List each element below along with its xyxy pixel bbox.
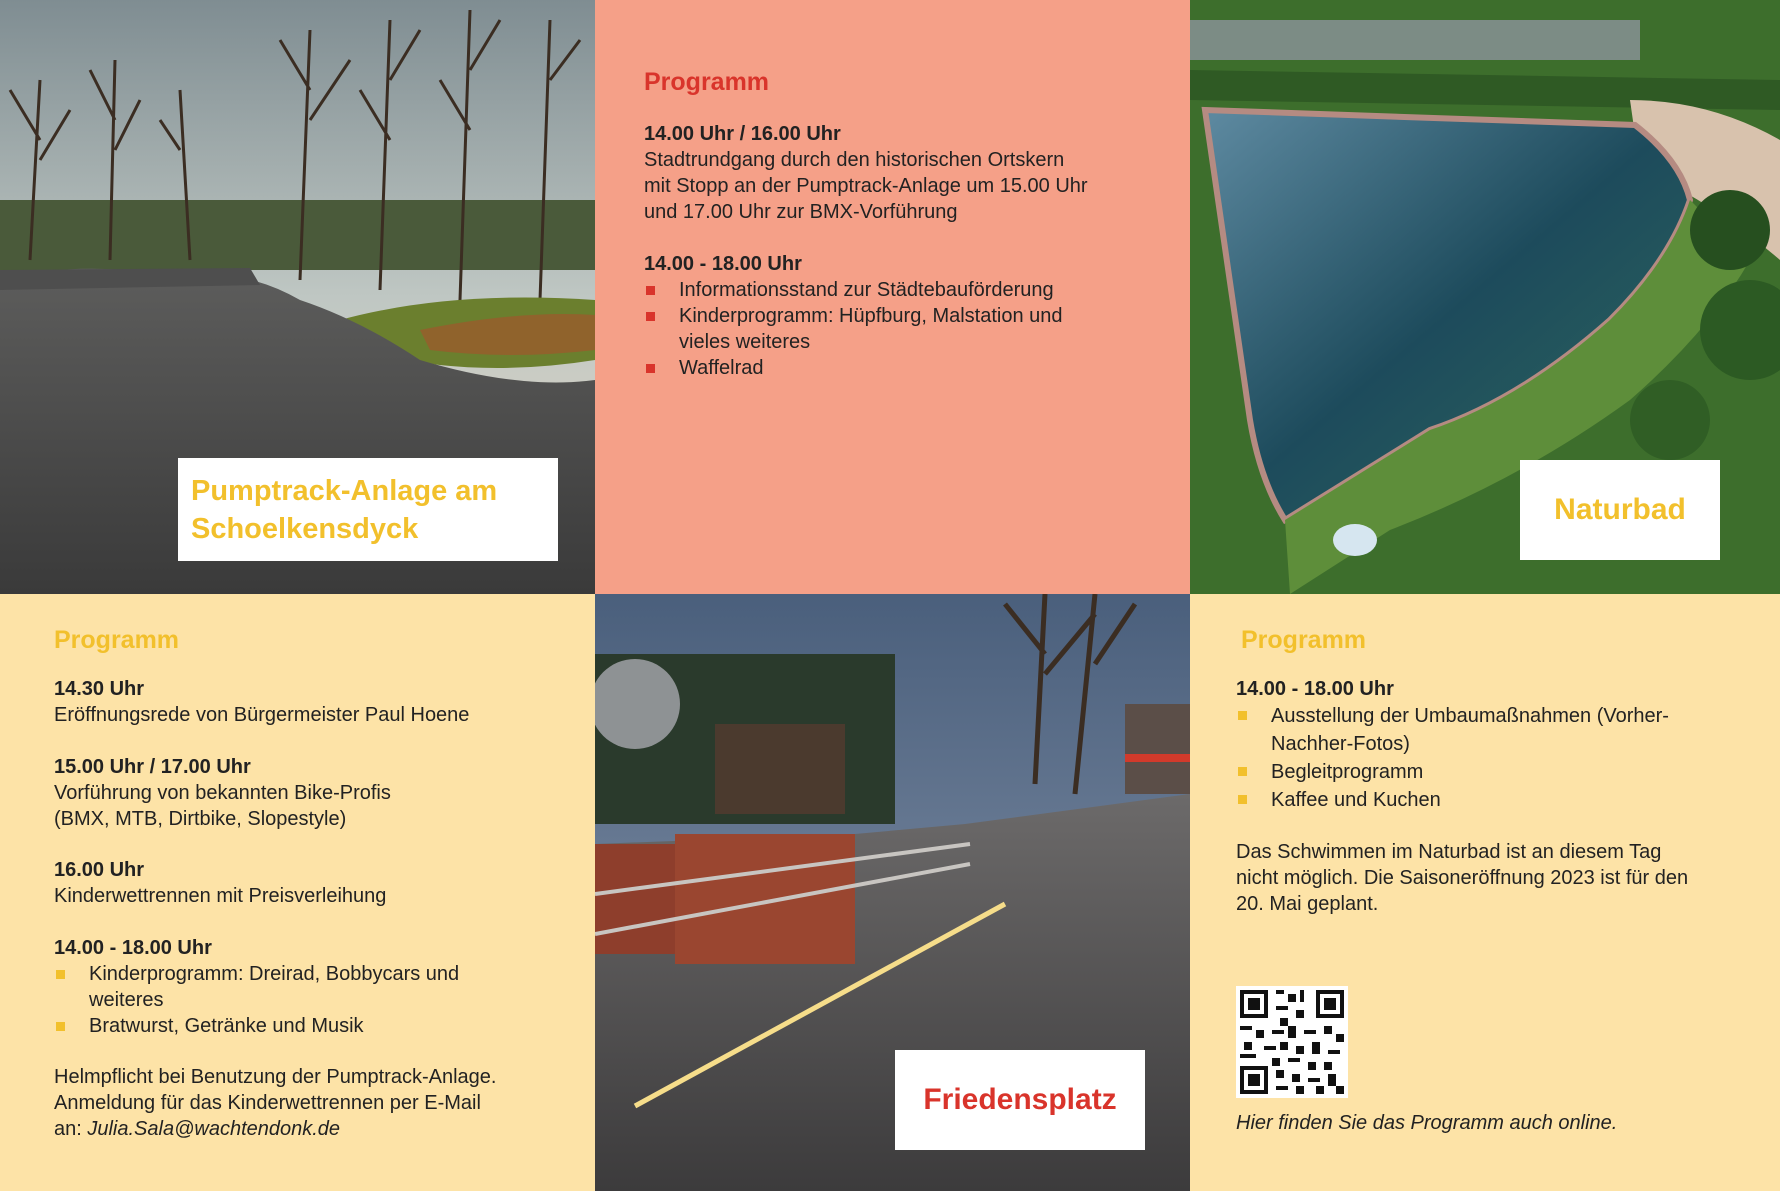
pumptrack-item-time: 16.00 Uhr	[54, 859, 145, 881]
friedensplatz-program-heading: Programm	[644, 68, 770, 96]
pumptrack-item-line: Vorführung von bekannten Bike-Profis	[54, 782, 391, 804]
qr-code[interactable]	[1236, 986, 1348, 1098]
list-item: Waffelrad	[644, 355, 1144, 381]
pumptrack-item-time: 14.30 Uhr	[54, 678, 145, 700]
friedensplatz-tour-line: mit Stopp an der Pumptrack-Anlage um 15.00 Uhr	[644, 175, 1088, 197]
list-item: Ausstellung der Umbaumaßnahmen (Vorher-Nachher-Fotos)	[1236, 702, 1701, 758]
friedensplatz-photo	[595, 594, 1190, 1191]
naturbad-label: Naturbad	[1520, 460, 1720, 560]
pumptrack-item-1	[54, 676, 574, 728]
pumptrack-label-line1: Pumptrack-Anlage am	[191, 474, 498, 507]
list-item: Kinderprogramm: Hüpfburg, Malstation und vieles weiteres	[644, 303, 1119, 355]
naturbad-note-line: 20. Mai geplant.	[1236, 893, 1379, 915]
pumptrack-photo	[0, 0, 595, 594]
friedensplatz-bullets	[644, 277, 1144, 381]
list-item: Begleitprogramm	[1236, 758, 1726, 786]
pumptrack-program	[0, 594, 595, 1191]
list-item: Kinderprogramm: Dreirad, Bobbycars und weiteres	[54, 961, 489, 1013]
pumptrack-note-line: Helmpflicht bei Benutzung der Pumptrack-Anlage.	[54, 1066, 497, 1088]
list-item: Informationsstand zur Städtebauförderung	[644, 277, 1144, 303]
pumptrack-note-prefix: an:	[54, 1118, 88, 1140]
qr-code-icon	[1236, 986, 1348, 1098]
naturbad-afternoon	[1236, 676, 1726, 814]
friedensplatz-afternoon	[644, 251, 1144, 381]
friedensplatz-label: Friedensplatz	[895, 1050, 1145, 1150]
naturbad-note-line: nicht möglich. Die Saisoneröffnung 2023 ist für den	[1236, 867, 1689, 889]
pumptrack-note	[54, 1064, 584, 1142]
naturbad-note-line: Das Schwimmen im Naturbad ist an diesem Tag	[1236, 841, 1662, 863]
naturbad-note	[1236, 839, 1776, 917]
naturbad-program-heading: Programm	[1241, 626, 1367, 654]
pumptrack-item-line: Kinderwettrennen mit Preisverleihung	[54, 885, 387, 907]
friedensplatz-tour-line: Stadtrundgang durch den historischen Ortskern	[644, 149, 1065, 171]
pumptrack-item-line: Eröffnungsrede von Bürgermeister Paul Hoene	[54, 704, 470, 726]
pumptrack-item-line: (BMX, MTB, Dirtbike, Slopestyle)	[54, 808, 347, 830]
naturbad-program	[1190, 594, 1780, 1191]
friedensplatz-tour	[644, 121, 1164, 225]
pumptrack-note-email-line	[54, 1116, 584, 1142]
pumptrack-label-line2: Schoelkensdyck	[191, 512, 419, 545]
pumptrack-label	[178, 458, 558, 561]
list-item: Kaffee und Kuchen	[1236, 786, 1726, 814]
qr-caption: Hier finden Sie das Programm auch online.	[1236, 1112, 1618, 1134]
pumptrack-afternoon	[54, 935, 514, 1039]
friedensplatz-afternoon-time: 14.00 - 18.00 Uhr	[644, 253, 802, 275]
pumptrack-item-2	[54, 754, 574, 832]
friedensplatz-tour-line: und 17.00 Uhr zur BMX-Vorführung	[644, 201, 958, 223]
friedensplatz-program	[595, 0, 1190, 594]
naturbad-photo	[1190, 0, 1780, 594]
email-link[interactable]: Julia.Sala@wachtendonk.de	[87, 1118, 341, 1140]
pumptrack-note-line: Anmeldung für das Kinderwettrennen per E-Mail	[54, 1092, 481, 1114]
pumptrack-afternoon-time: 14.00 - 18.00 Uhr	[54, 937, 212, 959]
friedensplatz-tour-time: 14.00 Uhr / 16.00 Uhr	[644, 123, 841, 145]
pumptrack-bullets	[54, 961, 514, 1039]
pumptrack-program-heading: Programm	[54, 626, 180, 654]
pumptrack-item-3	[54, 857, 574, 909]
list-item: Bratwurst, Getränke und Musik	[54, 1013, 514, 1039]
naturbad-bullets	[1236, 702, 1726, 814]
pumptrack-item-time: 15.00 Uhr / 17.00 Uhr	[54, 756, 251, 778]
naturbad-afternoon-time: 14.00 - 18.00 Uhr	[1236, 678, 1394, 700]
